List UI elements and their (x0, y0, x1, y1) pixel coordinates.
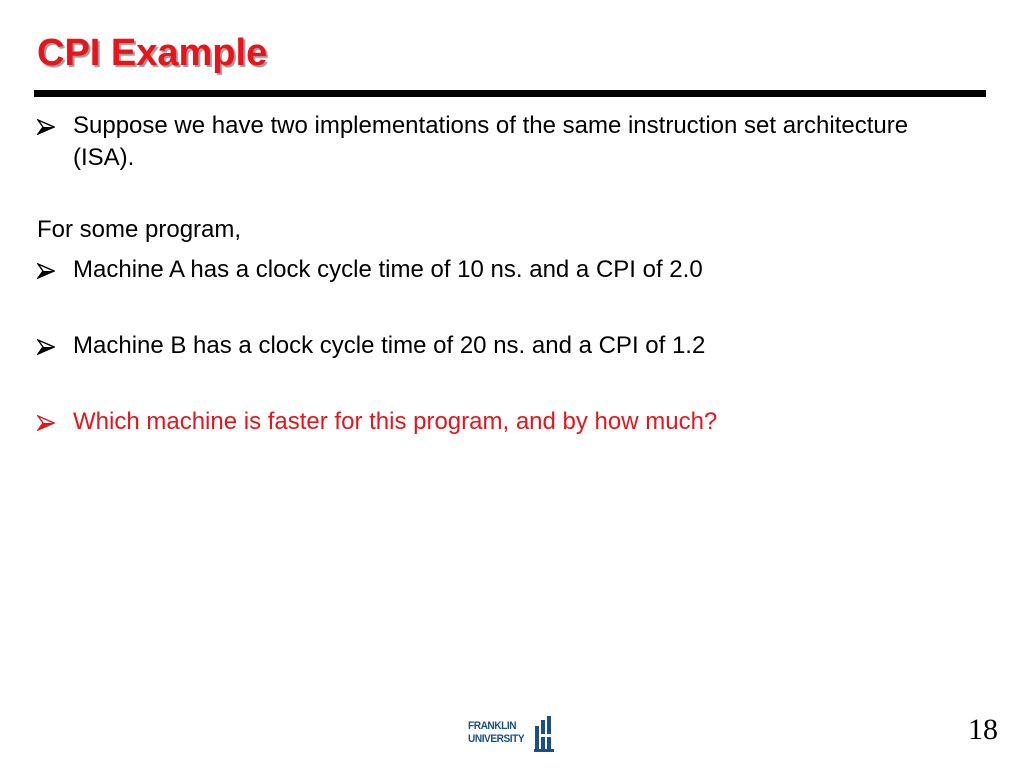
bullet-machine-a (37, 254, 967, 286)
bullet-isa-text: Suppose we have two implementations of the same instruction set architecture (ISA). (73, 112, 909, 171)
slide-content (37, 110, 967, 438)
bullet-machine-a-text: Machine A has a clock cycle time of 10 ns. and a CPI of 2.0 (73, 256, 703, 283)
franklin-university-logo-icon (534, 716, 554, 752)
bullet-machine-b (37, 330, 967, 362)
page-number: 18 (968, 713, 998, 746)
logo-wordmark (468, 720, 529, 746)
arrowhead-bullet-icon (37, 263, 55, 279)
slide-title: CPI Example (37, 32, 268, 74)
logo-line-2: UNIVERSITY (468, 733, 525, 745)
intro-text: For some program, (37, 216, 242, 243)
bullet-question-text: Which machine is faster for this program, and by how much? (73, 408, 718, 435)
arrowhead-bullet-icon (37, 119, 55, 135)
bullet-question (37, 406, 967, 438)
arrowhead-bullet-icon (37, 415, 55, 431)
arrowhead-bullet-icon (37, 339, 55, 355)
bullet-isa (37, 110, 967, 174)
bullet-machine-b-text: Machine B has a clock cycle time of 20 ns. and a CPI of 1.2 (73, 332, 706, 359)
franklin-university-logo (468, 716, 554, 752)
title-divider (34, 90, 986, 97)
logo-line-1: FRANKLIN (468, 720, 517, 732)
